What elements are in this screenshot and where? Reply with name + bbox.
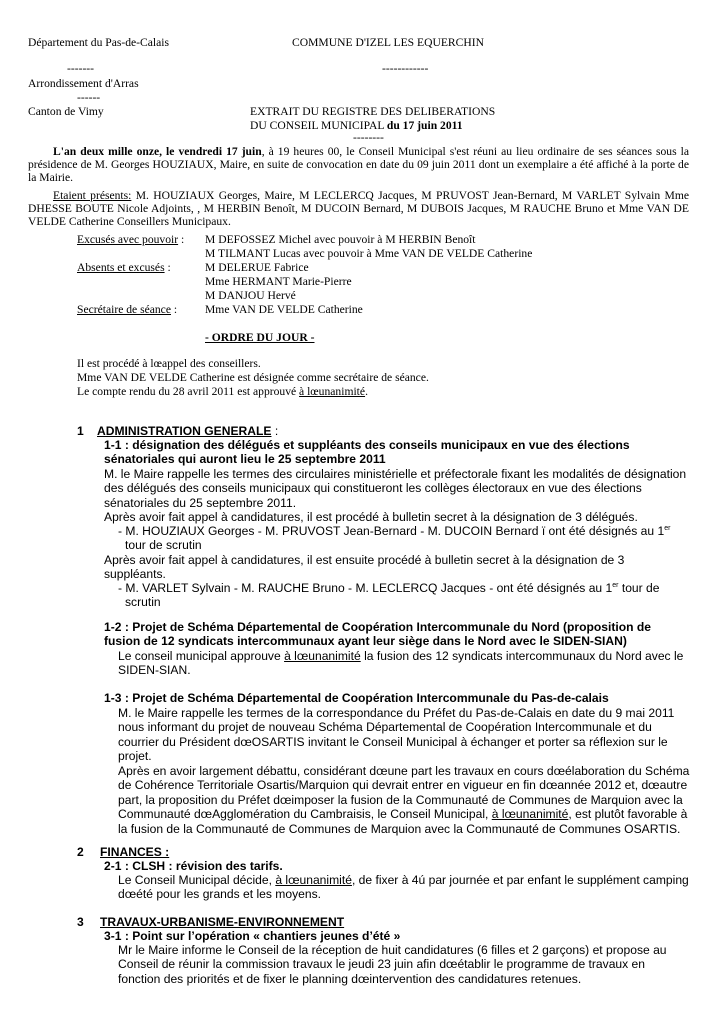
unanimity-text: à lœunanimité xyxy=(299,385,366,398)
paragraph xyxy=(118,764,690,836)
section-title: ADMINISTRATION GENERALE xyxy=(97,424,272,438)
absent-entry: M DANJOU Hervé xyxy=(205,289,296,302)
ordinal-superscript: er xyxy=(612,581,619,589)
section-heading xyxy=(97,424,278,438)
label-colon: : xyxy=(170,303,178,316)
substitutes-line xyxy=(118,581,660,595)
section-colon: : xyxy=(271,424,279,438)
unanimity-text: à lœunanimité xyxy=(284,649,361,663)
intro-text: , à 19 heures 00, le Conseil Municipal s'est réuni au lieu ordinaire de ses séances sous la présidence de M. Georges HOUZIAUX, Maire, en suite de convocation en date du 09 juin 2011 dont un exemplaire a été affiché à la porte de la Mairie. xyxy=(28,145,689,185)
absent-entry: M DELERUE Fabrice xyxy=(205,261,309,274)
absents-label: Absents et excusés xyxy=(77,261,165,274)
paragraph: M. le Maire rappelle les termes des circulaires ministérielle et préfectorale fixant les modalités de désignation des délégués des conseils municipaux qui constitueront les collèges électoraux en vue des élections sénatoriales du 25 septembre 2011. xyxy=(104,467,687,510)
paragraph xyxy=(118,649,688,678)
section-number: 3 xyxy=(77,915,84,929)
paragraph-text: Le conseil municipal approuve xyxy=(118,649,285,663)
excuse-entry: M TILMANT Lucas avec pouvoir à Mme VAN DE VELDE Catherine xyxy=(205,247,533,260)
paragraph: M. le Maire rappelle les termes de la correspondance du Préfet du Pas-de-Calais en date du 9 mai 2011 nous informant du projet de nouveau Schéma Départemental de Coopération Intercommunale et du courrier du Président dœOSARTIS invitant le Conseil Municipal à échanger et porter sa réflexion sur le projet. xyxy=(118,706,675,764)
presents-list: M. HOUZIAUX Georges, Maire, M LECLERCQ Jacques, M PRUVOST Jean-Bernard, M VARLET Sylvain Mme DHESSE BOUTE Nicole Adjoints, , M HERBIN Benoît, M DUCOIN Bernard, M DUBOIS Jacques, M RAUCHE Bruno et Mme VAN DE VELDE Catherine Conseillers Municipaux. xyxy=(28,189,689,229)
presents-paragraph xyxy=(28,189,689,229)
paragraph-text: la fusion des 12 syndicats intercommunaux du Nord avec le SIDEN-SIAN. xyxy=(118,649,684,678)
preamble-line: Il est procédé à lœappel des conseillers. xyxy=(77,357,261,370)
preamble-text: Le compte rendu du 28 avril 2011 est approuvé xyxy=(77,385,300,398)
paragraph xyxy=(118,873,690,902)
divider-dashes: ------ xyxy=(77,91,101,104)
presents-label: Etaient présents: xyxy=(53,189,132,202)
excuses-label: Excusés avec pouvoir xyxy=(77,233,179,246)
delegates-line xyxy=(118,524,670,538)
departement-label: Département du Pas-de-Calais xyxy=(28,36,170,49)
commune-title: COMMUNE D'IZEL LES EQUERCHIN xyxy=(292,36,484,49)
paragraph-text: Le Conseil Municipal décide, xyxy=(118,873,276,887)
substitutes-list: - M. VARLET Sylvain - M. RAUCHE Bruno - M. LECLERCQ Jacques - ont été désignés au 1 xyxy=(118,581,613,595)
paragraph: Mr le Maire informe le Conseil de la réception de huit candidatures (6 filles et 2 garçons) et propose au Conseil de réunir la commission travaux le jeudi 23 juin afin dœétablir le programme de travaux en fonction des priorités et de fixer le planning dœintervention des candidatures retenues. xyxy=(118,943,667,986)
secretaire-label: Secrétaire de séance xyxy=(77,303,171,316)
excuse-entry: M DEFOSSEZ Michel avec pouvoir à M HERBIN Benoît xyxy=(205,233,476,246)
section-number: 1 xyxy=(77,424,84,438)
delegates-line-cont: tour de scrutin xyxy=(125,538,202,552)
unanimity-text: à lœunanimité xyxy=(275,873,352,887)
paragraph-text: , est plutôt favorable à la fusion de la Communauté de Communes de Marquion avec la Communauté de Communes OSARTIS. xyxy=(118,807,688,836)
subsection-title: 1-1 : désignation des délégués et suppléants des conseils municipaux en vue des élections sénatoriales qui auront lieu le 25 septembre 2011 xyxy=(104,438,630,467)
section-title: TRAVAUX-URBANISME-ENVIRONNEMENT xyxy=(100,915,345,929)
excuses-label-wrap xyxy=(77,233,184,246)
intro-paragraph xyxy=(28,145,689,185)
subsection-title: 2-1 : CLSH : révision des tarifs. xyxy=(104,859,283,873)
ordre-du-jour-heading: - ORDRE DU JOUR - xyxy=(205,331,315,344)
divider-dashes: ------- xyxy=(67,62,95,75)
label-colon: : xyxy=(164,261,171,274)
substitutes-line-cont: scrutin xyxy=(125,595,161,609)
preamble-period: . xyxy=(365,385,368,398)
absent-entry: Mme HERMANT Marie-Pierre xyxy=(205,275,352,288)
secretaire-label-wrap xyxy=(77,303,177,316)
paragraph: Après avoir fait appel à candidatures, il est ensuite procédé à bulletin secret à la désignation de 3 suppléants. xyxy=(104,553,625,582)
absents-label-wrap xyxy=(77,261,171,274)
divider-dashes: -------- xyxy=(353,131,384,144)
secretaire-name: Mme VAN DE VELDE Catherine xyxy=(205,303,363,316)
paragraph: Après avoir fait appel à candidatures, il est procédé à bulletin secret à la désignation de 3 délégués. xyxy=(104,510,638,524)
arrondissement-label: Arrondissement d'Arras xyxy=(28,77,139,90)
session-date-text: L'an deux mille onze, le vendredi 17 juin xyxy=(53,145,262,158)
subsection-title: 1-3 : Projet de Schéma Départemental de Coopération Intercommunale du Pas-de-calais xyxy=(104,691,609,705)
delegates-list: - M. HOUZIAUX Georges - M. PRUVOST Jean-Bernard - M. DUCOIN Bernard ï ont été désignés au 1 xyxy=(118,524,665,538)
ordinal-superscript: er xyxy=(664,524,671,532)
substitutes-list-tail: tour de xyxy=(618,581,660,595)
canton-label: Canton de Vimy xyxy=(28,105,104,118)
subsection-title: 1-2 : Projet de Schéma Départemental de Coopération Intercommunale du Nord (proposition de fusion de 12 syndicats intercommunaux ayant leur siège dans le Nord avec le SIDEN-SIAN) xyxy=(104,620,651,649)
section-title: FINANCES : xyxy=(100,845,170,859)
section-number: 2 xyxy=(77,845,84,859)
extrait-title-prefix: DU CONSEIL MUNICIPAL xyxy=(250,119,384,132)
preamble-line: Mme VAN DE VELDE Catherine est désignée comme secrétaire de séance. xyxy=(77,371,429,384)
paragraph-text: Après en avoir largement débattu, considérant dœune part les travaux en cours dœélaboration du Schéma de Cohérence Territoriale Osartis/Marquion qui devrait entrer en vigueur en fin dœannée 2012 et, dœautre part, la proposition du Préfet dœimposer la fusion de la Communauté de Communes de Marquion avec la Communauté dœAgglomération du Cambraisis, le Conseil Municipal, xyxy=(118,764,690,822)
unanimity-text: à lœunanimité xyxy=(491,807,569,822)
paragraph-text: , de fixer à 4ú par journée et par enfant le supplément camping dœété pour les grands et les moyens. xyxy=(118,873,689,902)
preamble-line xyxy=(77,385,368,398)
extrait-title-line1: EXTRAIT DU REGISTRE DES DELIBERATIONS xyxy=(250,105,496,118)
label-colon: : xyxy=(178,233,185,246)
divider-dashes: ------------ xyxy=(382,62,429,75)
subsection-title: 3-1 : Point sur l’opération « chantiers jeunes d’été » xyxy=(104,929,401,943)
session-date: du 17 juin 2011 xyxy=(386,119,463,132)
